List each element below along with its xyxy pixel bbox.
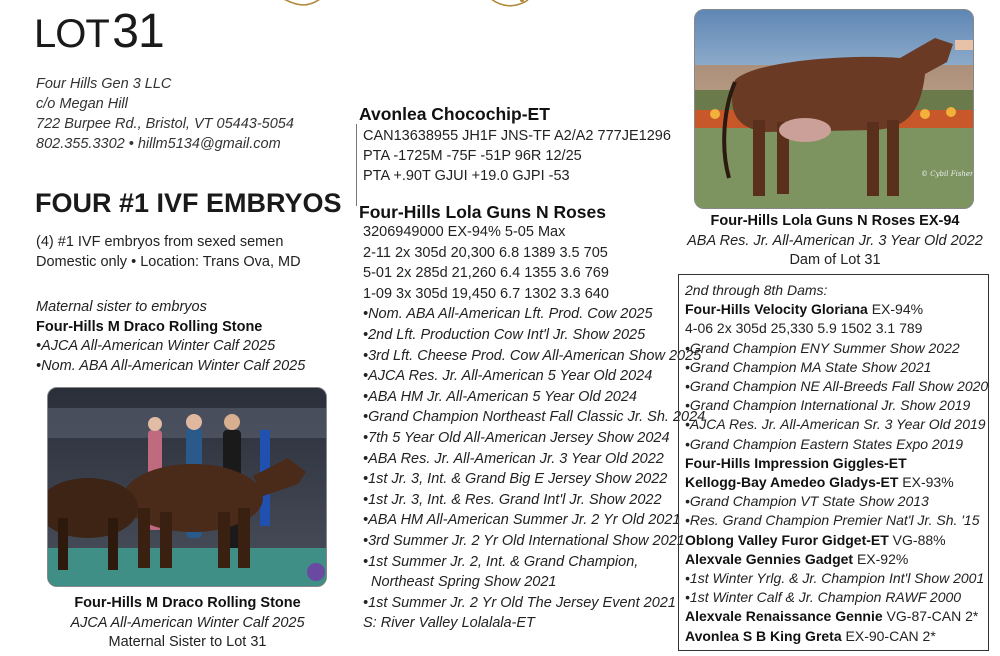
second-dam-honor: •Grand Champion NE All-Breeds Fall Show 2020 — [685, 378, 989, 395]
dam-honor: •ABA HM All-American Summer Jr. 2 Yr Old 2021 — [363, 512, 681, 529]
second-dam-honor: •Grand Champion ENY Summer Show 2022 — [685, 339, 960, 356]
dam-honor: •3rd Summer Jr. 2 Yr Old International Show 2021 — [363, 532, 685, 549]
dam-record: 3206949000 EX-94% 5-05 Max — [363, 224, 566, 240]
dam-honor: •1st Summer Jr. 2 Yr Old The Jersey Event 2021 — [363, 594, 676, 611]
maternal-sister-honor: •Nom. ABA All-American Winter Calf 2025 — [36, 357, 306, 374]
dam-record: 2-11 2x 305d 20,300 6.8 1389 3.5 705 — [363, 244, 608, 261]
sire-name: Avonlea Chocochip-ET — [359, 104, 550, 124]
sixth-dam-honor: •1st Winter Yrlg. & Jr. Champion Int'l Show 2001 — [685, 570, 985, 587]
fifth-dam — [685, 531, 982, 550]
consignor-contact: c/o Megan Hill — [36, 96, 128, 112]
dam-honor: •1st Jr. 3, Int. & Grand Big E Jersey Show 2022 — [363, 471, 668, 488]
dams-heading: 2nd through 8th Dams: — [685, 282, 828, 298]
sixth-dam-honor: •1st Winter Calf & Jr. Champion RAWF 2000 — [685, 589, 962, 606]
lot-number: 31 — [112, 5, 164, 58]
seventh-dam-score: VG-87-CAN 2* — [882, 608, 979, 625]
maternal-sister-caption — [40, 594, 335, 653]
fourth-dam-name: Kellogg-Bay Amedeo Gladys-ET — [685, 474, 899, 491]
dam-photo — [694, 9, 974, 209]
offering-title: FOUR #1 IVF EMBRYOS — [35, 188, 342, 218]
dam-honor: •1st Jr. 3, Int. & Res. Grand Int'l Jr. Show 2022 — [363, 491, 662, 508]
dam-honor: •Grand Champion Northeast Fall Classic Jr. Sh. 2024 — [363, 409, 706, 426]
pedigree-divider — [356, 124, 357, 206]
dam-illustration — [695, 10, 974, 209]
show-ring-illustration — [48, 388, 327, 587]
consignor-address — [36, 74, 294, 154]
offering-line: (4) #1 IVF embryos from sexed semen — [36, 234, 284, 250]
photo-watermark: © Cybil Fisher — [921, 170, 974, 178]
dam-honor: •2nd Lft. Production Cow Int'l Jr. Show 2025 — [363, 326, 646, 343]
second-dam-honor: •AJCA Res. Jr. All-American Sr. 3 Year Old 2019 — [685, 416, 986, 433]
eighth-dam-score: EX-90-CAN 2* — [841, 627, 936, 644]
consignor-street: 722 Burpee Rd., Bristol, VT 05443-5054 — [36, 116, 294, 132]
caption-name: Four-Hills Lola Guns N Roses EX-94 — [710, 213, 960, 229]
caption-relation: Maternal Sister to Lot 31 — [108, 634, 267, 650]
dam-honor: •7th 5 Year Old All-American Jersey Show 2024 — [363, 429, 670, 446]
seventh-dam — [685, 607, 982, 626]
second-dam-score: EX-94% — [867, 301, 924, 318]
sixth-dam-score: EX-92% — [853, 550, 909, 567]
sire-info — [363, 126, 671, 186]
lot-word: LOT — [34, 12, 109, 56]
dam-honor: Northeast Spring Show 2021 — [363, 574, 557, 591]
caption-honor: AJCA All-American Winter Calf 2025 — [70, 614, 305, 631]
third-dam-name: Four-Hills Impression Giggles-ET — [685, 454, 907, 471]
dam-honor: •1st Summer Jr. 2, Int. & Grand Champion, — [363, 553, 639, 570]
sire-id-line: CAN13638955 JH1F JNS-TF A2/A2 777JE1296 — [363, 128, 671, 144]
dams-pedigree-box — [678, 274, 989, 651]
dam-record: 5-01 2x 285d 21,260 6.4 1355 3.6 769 — [363, 265, 609, 282]
maternal-sister-intro: Maternal sister to embryos — [36, 299, 207, 315]
seventh-dam-name: Alexvale Renaissance Gennie — [685, 608, 883, 625]
maternal-sister-block — [36, 298, 305, 376]
fourth-dam — [685, 473, 982, 492]
second-dam-name: Four-Hills Velocity Gloriana — [685, 301, 868, 318]
eighth-dam-name: Avonlea S B King Greta — [685, 627, 842, 644]
fifth-dam-name: Oblong Valley Furor Gidget-ET — [685, 531, 889, 548]
sire-pta-line: PTA -1725M -75F -51P 96R 12/25 — [363, 148, 582, 164]
maternal-sister-photo — [47, 387, 327, 587]
second-dam-honor: •Grand Champion MA State Show 2021 — [685, 358, 932, 375]
decorative-flourish — [280, 0, 540, 10]
lot-heading — [34, 5, 164, 58]
dam-record: 1-09 3x 305d 19,450 6.7 1302 3.3 640 — [363, 285, 609, 302]
eighth-dam — [685, 627, 982, 646]
maternal-sister-honor: •AJCA All-American Winter Calf 2025 — [36, 338, 276, 354]
second-dam — [685, 300, 982, 319]
dam-honor: •ABA Res. Jr. All-American Jr. 3 Year Old 2022 — [363, 450, 664, 467]
consignor-name: Four Hills Gen 3 LLC — [36, 76, 172, 92]
offering-description — [36, 232, 301, 272]
second-dam-record: 4-06 2x 305d 25,330 5.9 1502 3.1 789 — [685, 320, 923, 337]
maternal-sister-name: Four-Hills M Draco Rolling Stone — [36, 318, 263, 335]
fourth-dam-honor: •Res. Grand Champion Premier Nat'l Jr. Sh. '15 — [685, 512, 980, 529]
fourth-dam-score: EX-93% — [898, 474, 954, 491]
sixth-dam — [685, 550, 982, 569]
sixth-dam-name: Alexvale Gennies Gadget — [685, 550, 854, 567]
dam-sire: S: River Valley Lolalala-ET — [363, 615, 535, 632]
caption-name: Four-Hills M Draco Rolling Stone — [74, 595, 301, 611]
offering-line: Domestic only • Location: Trans Ova, MD — [36, 254, 301, 270]
dam-caption — [680, 212, 990, 271]
consignor-phone-email: 802.355.3302 • hillm5134@gmail.com — [36, 136, 281, 152]
dam-honor: •ABA HM Jr. All-American 5 Year Old 2024 — [363, 388, 637, 405]
dam-name: Four-Hills Lola Guns N Roses — [359, 202, 606, 222]
caption-relation: Dam of Lot 31 — [789, 252, 881, 268]
dam-honor: •3rd Lft. Cheese Prod. Cow All-American Show 2025 — [363, 347, 702, 364]
second-dam-honor: •Grand Champion Eastern States Expo 2019 — [685, 435, 964, 452]
dam-honor: •Nom. ABA All-American Lft. Prod. Cow 2025 — [363, 306, 653, 323]
second-dam-honor: •Grand Champion International Jr. Show 2019 — [685, 397, 971, 414]
dam-honor: •AJCA Res. Jr. All-American 5 Year Old 2024 — [363, 368, 653, 385]
dam-info — [363, 222, 705, 634]
caption-honor: ABA Res. Jr. All-American Jr. 3 Year Old 2022 — [687, 232, 983, 249]
sire-pta-line: PTA +.90T GJUI +19.0 GJPI -53 — [363, 168, 570, 184]
fourth-dam-honor: •Grand Champion VT State Show 2013 — [685, 493, 929, 510]
fifth-dam-score: VG-88% — [888, 531, 946, 548]
